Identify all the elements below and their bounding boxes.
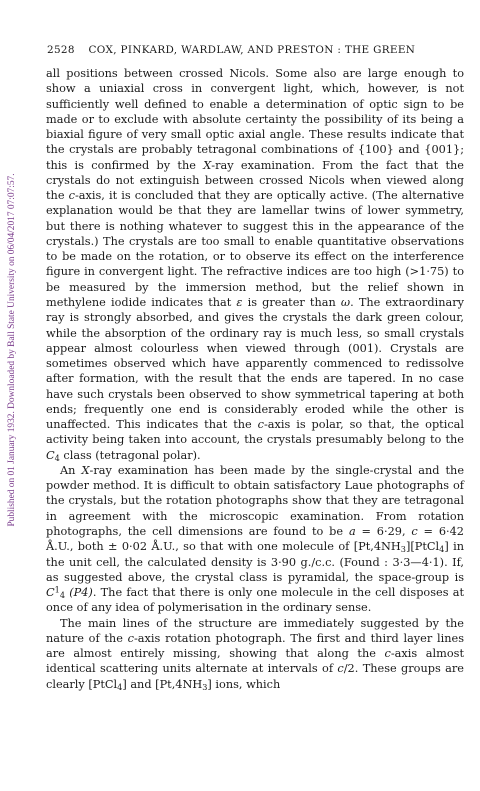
- italic-text: c: [257, 418, 264, 432]
- running-title: COX, PINKARD, WARDLAW, AND PRESTON : THE GREEN: [88, 44, 416, 56]
- subscript: 4: [59, 590, 65, 601]
- text-run: is greater than: [242, 295, 341, 309]
- text-run: -ray examination has been made by the single-crystal and the powder method. It is difficult to obtain satisfactory Laue photographs of the crystals, but the rotation photographs show that they are tetragonal in agreement with the microscopic examination. From rotation photographs, the cell dimensions are found to be: [46, 463, 465, 538]
- text-run: The main lines of the structure are immediately suggested by the nature of the: [46, 616, 464, 645]
- text-run: ] ions, which: [207, 677, 281, 691]
- italic-text: c: [337, 662, 344, 676]
- italic-text: ε: [236, 295, 243, 309]
- subscript: 3: [202, 681, 208, 692]
- text-run: = 6·29,: [355, 524, 412, 538]
- text-run: -axis rotation photograph. The first and third layer lines are almost entirely missing, showing that along the: [46, 631, 464, 661]
- text-run: -axis almost identical scattering units alternate at intervals of: [46, 647, 464, 676]
- running-header: [47, 44, 463, 58]
- text-run: -axis, it is concluded that they are optically active. (The alternative explanation would be that they are lamellar twins of lower symmetry, but there is nothing whatever to suggest this in the appearance of the crystals.) The crystals are too small to enable quantitative observations to be made on the rotation, or to observe its effect on the interference figure in convergent light. The refractive indices are too high (>1·75) to be measured by the immersion method, but the relief shown in methylene iodide indicates that: [46, 189, 465, 309]
- italic-text: c: [384, 647, 391, 661]
- italic-text: c: [127, 631, 134, 645]
- text-run: all positions between crossed Nicols. Some also are large enough to show a uniaxial cross in convergent light, which, however, is not sufficiently well defined to enable a determination of optic sign to be made or to exclude with absolute certainty the possibility of its being a biaxial figure of very small optic axial angle. These results indicate that the crystals are probably tetragonal combinations of {100} and {001}; this is confirmed by the: [46, 67, 464, 172]
- italic-text: C: [46, 448, 55, 462]
- text-run: class (tetragonal polar).: [59, 448, 201, 462]
- paragraph-optical-properties: [46, 66, 464, 463]
- text-run: ][PtCl: [405, 540, 440, 554]
- subscript: 4: [54, 452, 60, 463]
- subscript: 4: [117, 681, 123, 692]
- text-run: /2. These groups are clearly [PtCl: [46, 662, 464, 691]
- download-notice: Published on 01 January 1932. Downloaded by Ball State University on 06/04/2017 07:07:57.: [6, 173, 17, 527]
- subscript: 3: [400, 544, 406, 555]
- paragraph-xray-examination: [46, 463, 464, 616]
- subscript: 4: [439, 544, 445, 555]
- text-run: = 6·42 Å.U., both ± 0·02 Å.U., so that with one molecule of [Pt,4NH: [46, 524, 464, 554]
- italic-text: X: [81, 463, 90, 477]
- text-run: ] in the unit cell, the calculated density is 3·90 g./c.c. (Found : 3·3—4·1). If, as suggested above, the crystal class is pyramidal, the space-group is: [46, 540, 465, 584]
- text-run: -ray examination. From the fact that the crystals do not extinguish between crossed Nicols when viewed along the: [46, 158, 464, 203]
- italic-text: C: [46, 586, 55, 600]
- text-run: . The extraordinary ray is strongly absorbed, and gives the crystals the dark green colour, while the absorption of the ordinary ray is much less, so small crystals appear almost colourless when viewed through (001). Crystals are sometimes observed which have apparently commenced to redissolve after formation, with the result that the ends are tapered. In no case have such crystals been observed to show symmetrical tapering at both ends; frequently one end is considerably eroded while the other is unaffected. This indicates that the: [46, 295, 465, 432]
- italic-text: X: [203, 158, 212, 172]
- page-number: 2528: [47, 44, 75, 56]
- italic-text: a: [348, 524, 356, 538]
- text-run: ] and [Pt,4NH: [122, 677, 203, 691]
- italic-text: c: [68, 189, 75, 203]
- superscript: 1: [54, 584, 60, 595]
- text-run: An: [60, 463, 82, 477]
- text-run: . The fact that there is only one molecule in the cell disposes at once of any idea of polymerisation in the ordinary sense.: [46, 586, 464, 615]
- italic-text: c: [411, 524, 418, 538]
- text-run: -axis is polar, so that, the optical activity being taken into account, the crystals presumably belong to the: [46, 418, 465, 447]
- article-body: [46, 66, 464, 786]
- download-watermark: [4, 90, 19, 610]
- italic-text: (P4): [69, 586, 93, 600]
- italic-text: ω: [340, 295, 351, 309]
- paragraph-structure: [46, 616, 464, 692]
